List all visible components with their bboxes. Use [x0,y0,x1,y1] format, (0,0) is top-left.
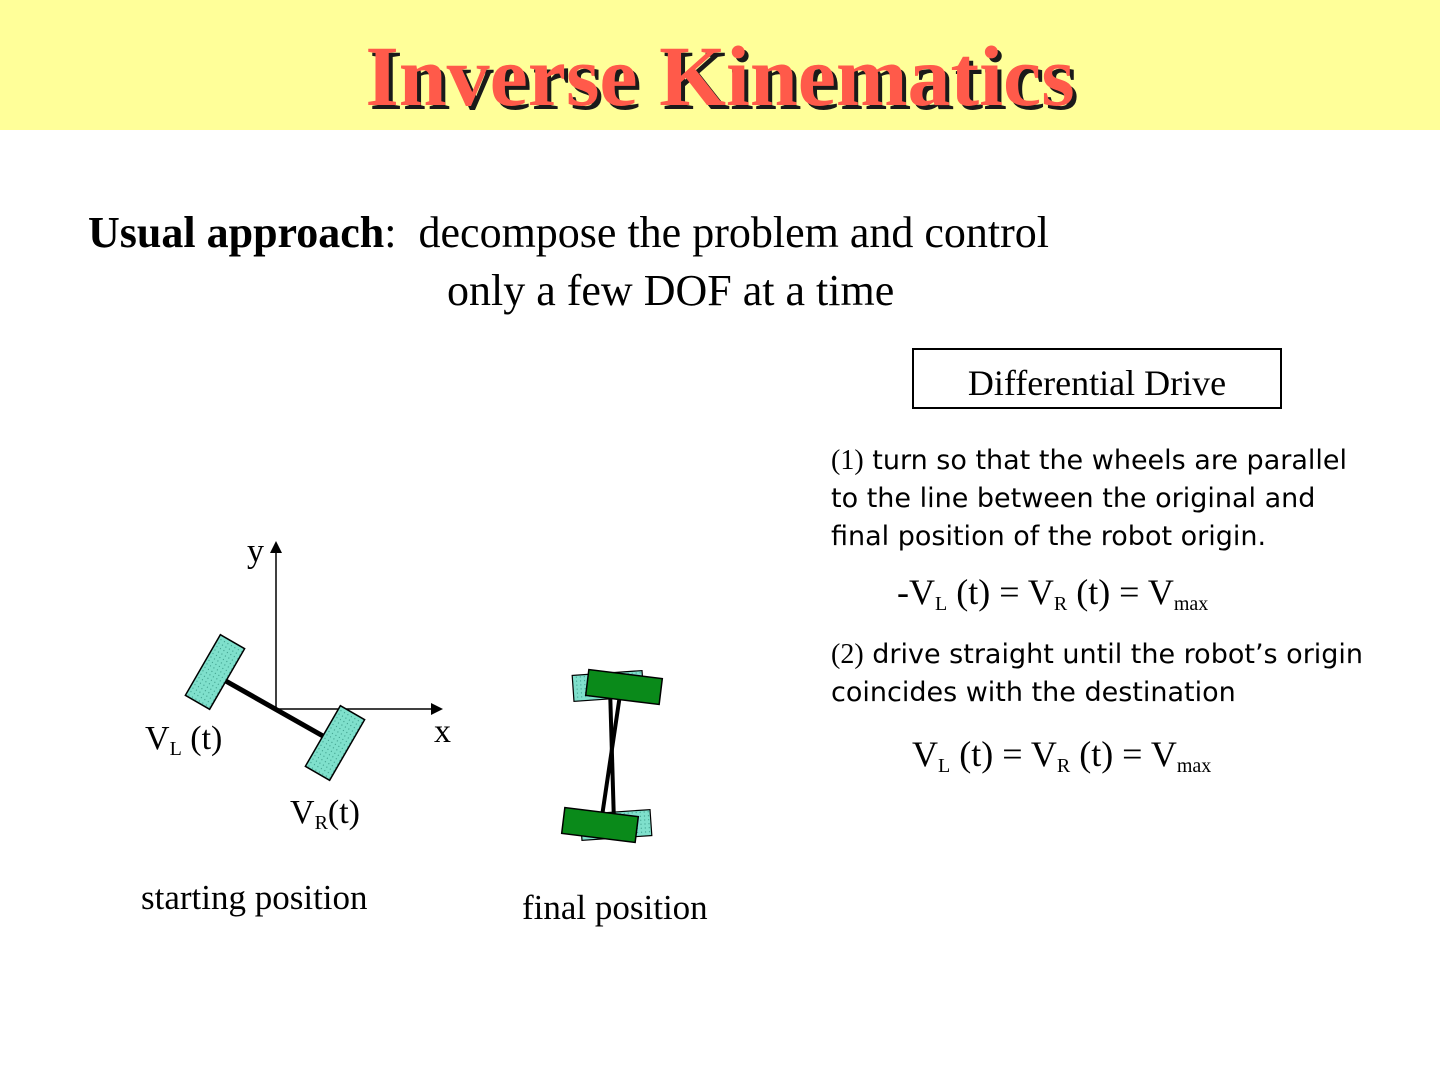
y-axis-arrowhead [270,541,282,553]
eq1-mid1: (t) = V [947,572,1054,612]
vl-tail: (t) [181,720,223,757]
eq2-sub-l: L [938,755,951,777]
eq1-sub-l: L [935,593,948,615]
approach-label: Usual approach [88,208,385,257]
approach-text-2: only a few DOF at a time [447,266,895,315]
step-1-text: turn so that the wheels are parallel to the line between the original and final position of the robot origin. [831,445,1348,552]
start-left-wheel [185,635,244,710]
start-right-wheel [305,706,364,781]
start-axle [224,680,330,740]
approach-colon: : [384,208,397,257]
caption-final-position: final position [522,888,708,927]
vl-label [145,719,222,759]
coordinate-axes [270,541,443,715]
vr-sub: R [314,812,328,834]
vr-main: V [290,794,315,831]
eq2-sub-max: max [1176,755,1212,777]
eq1-sub-r: R [1053,593,1068,615]
robot-final [562,670,663,843]
eq2-prefix: V [912,734,938,774]
y-axis-label: y [247,533,264,570]
approach-text-1: decompose the problem and control [418,208,1049,257]
vr-tail: (t) [327,794,360,831]
step-1-number: (1) [831,445,864,476]
eq2-mid2: (t) = V [1070,734,1177,774]
step-2-number: (2) [831,639,864,670]
step-2-text: drive straight until the robot’s origin coincides with the destination [831,639,1364,708]
differential-drive-box: Differential Drive [912,348,1282,409]
slide-title: Inverse Kinematics [365,28,1075,124]
vl-main: V [145,720,170,757]
x-axis-label: x [434,713,451,750]
eq1-mid2: (t) = V [1067,572,1174,612]
eq2-sub-r: R [1056,755,1071,777]
vr-label [290,793,360,833]
eq1-prefix: -V [897,572,935,612]
caption-starting-position: starting position [141,878,368,917]
eq1-sub-max: max [1173,593,1209,615]
vl-sub: L [169,738,182,760]
eq2-mid1: (t) = V [950,734,1057,774]
